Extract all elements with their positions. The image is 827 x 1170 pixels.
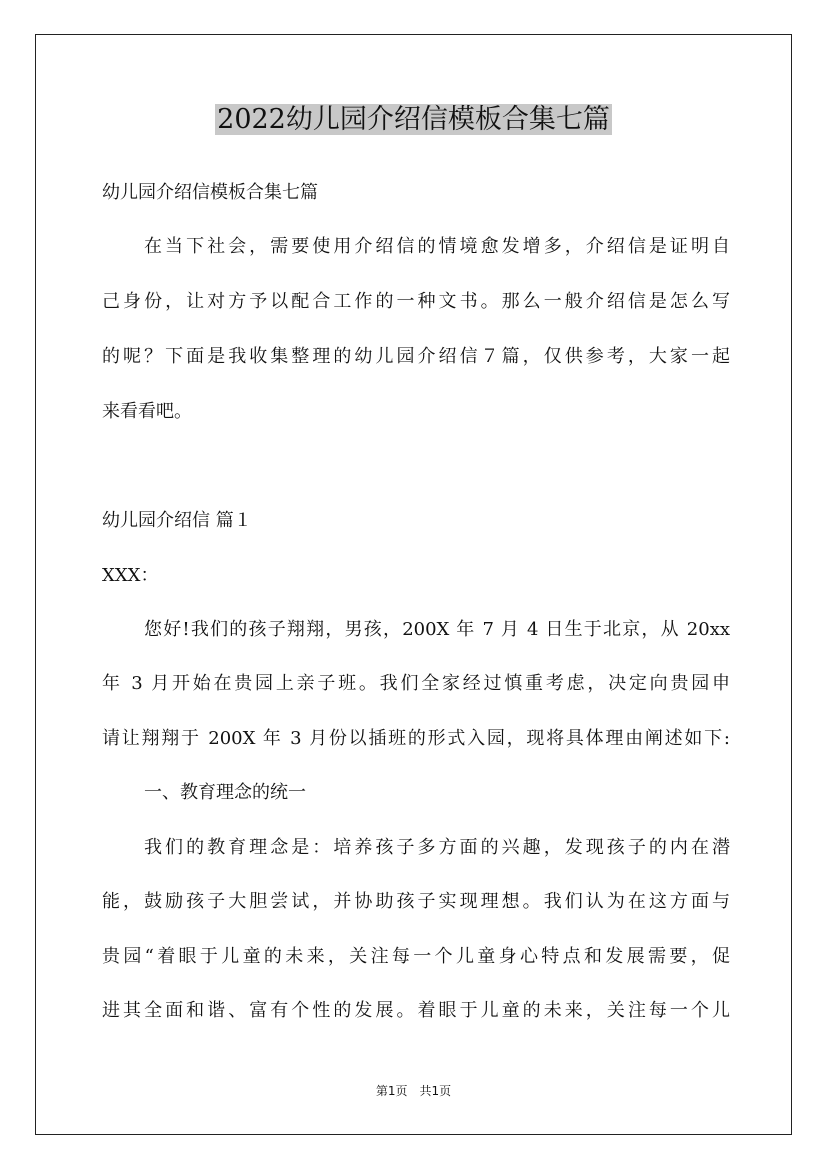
salutation-line: XXX： — [102, 565, 159, 586]
paragraph-line: 能，鼓励孩子大胆尝试，并协助孩子实现理想。我们认为在这方面与 — [102, 891, 730, 912]
subheading-line: 一、教育理念的统一 — [144, 782, 306, 803]
paragraph-line: 我们的教育理念是：培养孩子多方面的兴趣，发现孩子的内在潜 — [144, 837, 730, 858]
paragraph-line: 来看看吧。 — [102, 401, 192, 422]
paragraph-line: 贵园“着眼于儿童的未来，关注每一个儿童身心特点和发展需要，促 — [102, 946, 730, 967]
paragraph-line: 您好!我们的孩子翔翔，男孩，200X 年 7 月 4 日生于北京，从 20xx — [144, 619, 730, 640]
paragraph-line: 年 3 月开始在贵园上亲子班。我们全家经过慎重考虑，决定向贵园申 — [102, 673, 730, 694]
paragraph-line: 请让翔翔于 200X 年 3 月份以插班的形式入园，现将具体理由阐述如下: — [102, 728, 730, 749]
paragraph-line: 己身份，让对方予以配合工作的一种文书。那么一般介绍信是怎么写 — [102, 291, 730, 312]
paragraph-line: 的呢？下面是我收集整理的幼儿园介绍信７篇，仅供参考，大家一起 — [102, 346, 730, 367]
page-footer: 第1页 共1页 — [375, 1084, 452, 1098]
document-title-text: 2022幼儿园介绍信模板合集七篇 — [217, 104, 610, 135]
section-heading: 幼儿园介绍信 篇１ — [102, 510, 252, 531]
paragraph-line: 在当下社会，需要使用介绍信的情境愈发增多，介绍信是证明自 — [144, 236, 730, 257]
subtitle-line: 幼儿园介绍信模板合集七篇 — [102, 182, 318, 203]
document-title — [0, 100, 827, 140]
paragraph-line: 进其全面和谐、富有个性的发展。着眼于儿童的未来，关注每一个儿 — [102, 1000, 730, 1021]
